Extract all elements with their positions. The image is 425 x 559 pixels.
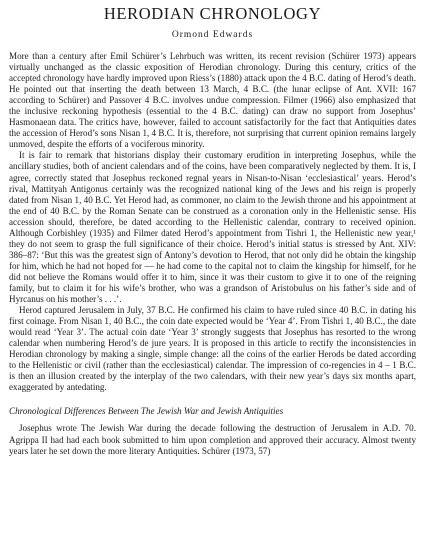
section-paragraph: Josephus wrote The Jewish War during the decade following the destruction of Jerusalem in A.D. 70. Agrippa II had had each book submitted to him upon completion and approved their accuracy. Almost twenty years later he set down the more literary Antiquities. Schürer (1973, 57) <box>9 423 416 456</box>
article-title: HERODIAN CHRONOLOGY <box>103 4 322 23</box>
article-author: Ormond Edwards <box>171 30 254 40</box>
section-heading: Chronological Differences Between The Jewish War and Jewish Antiquities <box>9 406 284 417</box>
paragraph-1: More than a century after Emil Schürer’s Lehrbuch was written, its recent revision (Schürer 1973) appears virtually unchanged as the classic exposition of Herodian chronology. During this century, critics of the accepted chronology have hardly improved upon Riess’s (1880) attack upon the 4 B.C. dating of Herod’s death. He pointed out that inserting the death between 13 March, 4 B.C. (the lunar eclipse of Ant. XVII: 167 according to Schürer) and Passover 4 B.C. involves undue compression. Filmer (1966) also emphasized that the inclusive reckoning hypothesis (essential to the 4 B.C. dating) can draw no support from Josephus’ Hasmonaean data. The critics have, however, failed to account satisfactorily for the fact that Antiquities dates the accession of Herod’s sons Nisan 1, 4 B.C. It is, therefore, not surprising that current opinion remains largely unmoved, despite the efforts of a vociferous minority. <box>9 51 416 150</box>
paragraph-3: Herod captured Jerusalem in July, 37 B.C. He confirmed his claim to have ruled since 40 B.C. in dating his first coinage. From Nisan 1, 40 B.C., the coin date expected would be ‘Year 4’. From Tishri 1, 40 B.C., the date would read ‘Year 3’. The actual coin date ‘Year 3’ strongly suggests that Josephus has resorted to the wrong calendar when numbering Herod’s de jure years. It is proposed in this article to rectify the inconsistencies in Herodian chronology by making a single, simple change: all the coins of the earlier Herods be dated according to the Hellenistic or civil (rather than the ecclesiastical) calendar. The impression of co-regencies in 4 – 1 B.C. is then an illusion created by the interplay of the two calendars, with their new year’s days six months apart, exaggerated by antedating. <box>9 305 416 393</box>
paragraph-2: It is fair to remark that historians display their customary erudition in interpreting Josephus, while the ancillary studies, both of ancient calendars and of the coins, have been comparatively neglected by them. It is, I agree, correctly stated that Josephus reckoned regnal years in Nisan-to-Nisan ‘ecclesiastical’ years. Herod’s rival, Mattityah Antigonus certainly was the recognized national king of the Jews and his reign is properly dated from Nisan 1, 40 B.C. Yet Herod had, as commoner, no claim to the Jewish throne and his appointment at the end of 40 B.C. by the Roman Senate can be construed as a coronation only in the Hellenistic sense. His accession should, therefore, be dated according to the Hellenistic calendar, contrary to received opinion. Although Corbishley (1935) and Filmer dated Herod’s appointment from Tishri 1, the Hellenistic new year,¹ they do not seem to grasp the full significance of their choice. Herod’s initial status is stressed by Ant. XIV: 386–87: ‘But this was the greatest sign of Antony’s devotion to Herod, that not only did he obtain the kingship for him, which he had not hoped for — he had come to the capital not to claim the kingship for himself, for he did not believe the Romans would offer it to him, since it was their custom to give it to one of the reigning family, but to claim it for his wife’s brother, who was a grandson of Aristobulus on his father’s side and of Hyrcanus on his mother’s . . .’. <box>9 150 416 305</box>
